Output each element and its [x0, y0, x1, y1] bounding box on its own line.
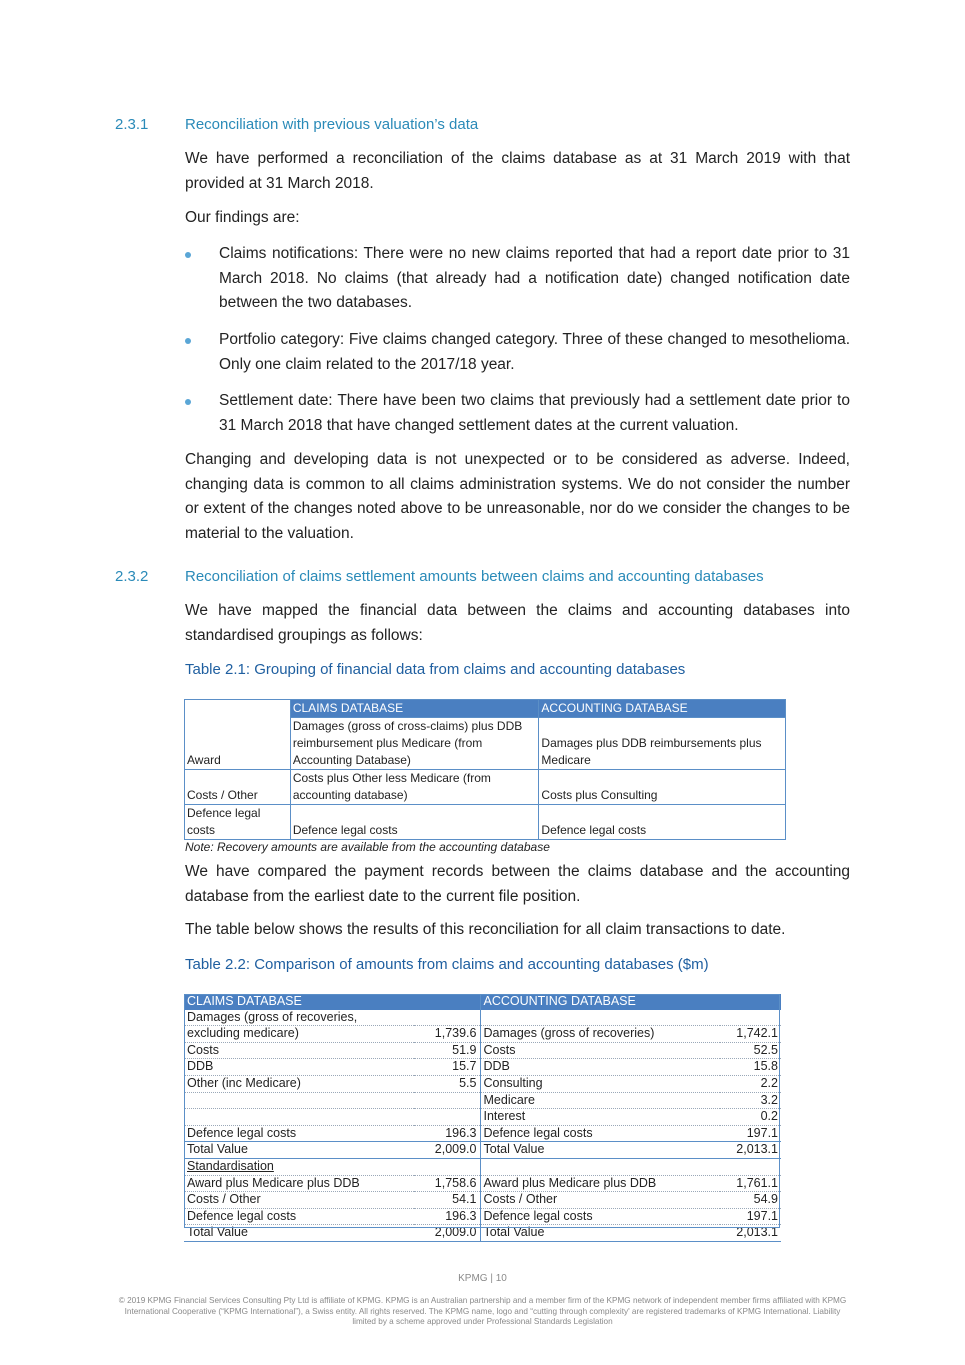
table-cell: excluding medicare) — [184, 1026, 414, 1043]
table-row — [185, 805, 786, 840]
table-cell: 51.9 — [414, 1042, 480, 1059]
table-cell: Defence legal costs — [480, 1125, 720, 1142]
table-cell — [480, 1158, 720, 1175]
table-cell — [184, 1092, 414, 1109]
table-cell: 0.2 — [720, 1109, 781, 1126]
column-header: ACCOUNTING DATABASE — [539, 700, 786, 718]
table-cell: Consulting — [480, 1075, 720, 1092]
table-cell: 1,758.6 — [414, 1175, 480, 1192]
table-cell: Damages (gross of cross-claims) plus DDB reimbursement plus Medicare (from Accounting Database) — [290, 718, 539, 770]
table-cell — [720, 1158, 781, 1175]
table-cell: 54.1 — [414, 1192, 480, 1209]
table-row — [184, 1208, 781, 1225]
column-header: CLAIMS DATABASE — [184, 994, 480, 1010]
bullet-item: Claims notifications: There were no new claims reported that had a report date prior to 31 March 2018. No claims (that already had a notification date) changed notification date between the two databases. — [185, 242, 850, 316]
table-cell: Total Value — [184, 1225, 414, 1242]
table-cell: Costs — [480, 1042, 720, 1059]
page-number: KPMG | 10 — [458, 1273, 507, 1284]
table-cell: Costs / Other — [480, 1192, 720, 1209]
table-2-2-caption: Table 2.2: Comparison of amounts from claims and accounting databases ($m) — [185, 956, 709, 973]
table-row — [184, 1059, 781, 1076]
paragraph-conclusion: Changing and developing data is not unexpected or to be considered as adverse. Indeed, changing data is common to all claims administration systems. We do not consider the number or extent of the changes noted above to be unreasonable, nor do we consider the changes to be material to the valuation. — [185, 451, 850, 542]
table-cell: Total Value — [184, 1142, 414, 1159]
table-cell — [414, 1010, 480, 1026]
table-cell: 15.7 — [414, 1059, 480, 1076]
table-row — [184, 1026, 781, 1043]
table-cell: 2.2 — [720, 1075, 781, 1092]
table-cell: Award plus Medicare plus DDB — [480, 1175, 720, 1192]
table-cell: 2,009.0 — [414, 1225, 480, 1242]
paragraph-compare: We have compared the payment records between the claims database and the accounting database from the earliest date to the current file position. — [185, 863, 850, 905]
table-cell: 52.5 — [720, 1042, 781, 1059]
table-row — [184, 1010, 781, 1026]
legal-footer: © 2019 KPMG Financial Services Consulting Pty Ltd is affiliate of KPMG. KPMG is an Australian partnership and a member firm of the KPMG network of independent member firms affiliated with KPMG International Cooperative (“KPMG International”), a Swiss entity. All rights reserved. The KPMG name, logo and “cutting through complexity' are registered trademarks of KPMG International. Liability limited by a scheme approved under Professional Standards Legislation — [118, 1296, 847, 1326]
table-cell: DDB — [480, 1059, 720, 1076]
section-number: 2.3.1 — [115, 116, 149, 133]
column-header: ACCOUNTING DATABASE — [480, 994, 781, 1010]
table-row-label: Costs / Other — [185, 770, 291, 805]
table-cell: Costs plus Consulting — [539, 770, 786, 805]
table-cell: Defence legal costs — [480, 1208, 720, 1225]
table-cell — [414, 1109, 480, 1126]
table-cell: 15.8 — [720, 1059, 781, 1076]
table-cell: 2,009.0 — [414, 1142, 480, 1159]
table-cell: Medicare — [480, 1092, 720, 1109]
table-cell: DDB — [184, 1059, 414, 1076]
grouping-table — [184, 699, 786, 840]
table-cell: 3.2 — [720, 1092, 781, 1109]
table-cell: Other (inc Medicare) — [184, 1075, 414, 1092]
section-number: 2.3.2 — [115, 568, 149, 585]
table-cell: Defence legal costs — [290, 805, 539, 840]
table-row — [184, 1158, 781, 1175]
table-cell — [184, 1109, 414, 1126]
table-cell — [414, 1092, 480, 1109]
table-cell: Standardisation — [184, 1158, 414, 1175]
table-row — [184, 1092, 781, 1109]
table-header-row — [184, 994, 781, 1010]
table-cell: 196.3 — [414, 1208, 480, 1225]
table-cell: Defence legal costs — [539, 805, 786, 840]
table-row — [184, 1075, 781, 1092]
table-cell — [414, 1158, 480, 1175]
paragraph-intro: We have performed a reconciliation of the claims database as at 31 March 2019 with that provided at 31 March 2018. — [185, 150, 850, 192]
table-cell: Total Value — [480, 1225, 720, 1242]
table-cell: 1,739.6 — [414, 1026, 480, 1043]
comparison-table — [184, 994, 781, 1242]
table-cell: 5.5 — [414, 1075, 480, 1092]
table-cell: Costs — [184, 1042, 414, 1059]
table-row — [184, 1192, 781, 1209]
bullet-icon — [185, 338, 191, 344]
table-cell: 54.9 — [720, 1192, 781, 1209]
table-row — [184, 1142, 781, 1159]
table-cell — [480, 1010, 720, 1026]
table-cell: 197.1 — [720, 1208, 781, 1225]
table-cell: Damages (gross of recoveries, — [184, 1010, 414, 1026]
table-row — [185, 770, 786, 805]
table-cell: 1,742.1 — [720, 1026, 781, 1043]
table-row — [184, 1109, 781, 1126]
section-title: Reconciliation of claims settlement amounts between claims and accounting databases — [185, 568, 764, 585]
table-cell — [720, 1010, 781, 1026]
section-title: Reconciliation with previous valuation’s data — [185, 116, 479, 133]
table-cell: 2,013.1 — [720, 1225, 781, 1242]
table-row — [184, 1175, 781, 1192]
table-cell: Defence legal costs — [184, 1208, 414, 1225]
table-header-row — [185, 700, 786, 718]
table-cell: 197.1 — [720, 1125, 781, 1142]
table-row — [184, 1225, 781, 1242]
table-row — [184, 1042, 781, 1059]
table-cell: 1,761.1 — [720, 1175, 781, 1192]
bullet-icon — [185, 399, 191, 405]
table-cell: Total Value — [480, 1142, 720, 1159]
paragraph-table-intro: The table below shows the results of this reconciliation for all claim transactions to date. — [185, 921, 786, 938]
table-cell: Defence legal costs — [184, 1125, 414, 1142]
table-cell: Damages plus DDB reimbursements plus Medicare — [539, 718, 786, 770]
findings-label: Our findings are: — [185, 209, 300, 226]
column-header: CLAIMS DATABASE — [290, 700, 539, 718]
table-cell: Award plus Medicare plus DDB — [184, 1175, 414, 1192]
table-row-label: Award — [185, 700, 291, 770]
table-cell: Damages (gross of recoveries) — [480, 1026, 720, 1043]
table-2-1-caption: Table 2.1: Grouping of financial data from claims and accounting databases — [185, 661, 686, 678]
table-row-label: Defence legal costs — [185, 805, 291, 840]
bullet-item: Settlement date: There have been two claims that previously had a settlement date prior to 31 March 2018 that have changed settlement dates at the current valuation. — [185, 389, 850, 438]
paragraph-mapping: We have mapped the financial data between the claims and accounting databases into standardised groupings as follows: — [185, 602, 850, 644]
table-row — [184, 1125, 781, 1142]
table-note: Note: Recovery amounts are available from the accounting database — [185, 840, 550, 854]
bullet-icon — [185, 252, 191, 258]
table-cell: Costs / Other — [184, 1192, 414, 1209]
bullet-item: Portfolio category: Five claims changed category. Three of these changed to mesothelioma. Only one claim related to the 2017/18 year. — [185, 328, 850, 377]
table-cell: 196.3 — [414, 1125, 480, 1142]
table-cell: Interest — [480, 1109, 720, 1126]
table-cell: Costs plus Other less Medicare (from accounting database) — [290, 770, 539, 805]
table-cell: 2,013.1 — [720, 1142, 781, 1159]
